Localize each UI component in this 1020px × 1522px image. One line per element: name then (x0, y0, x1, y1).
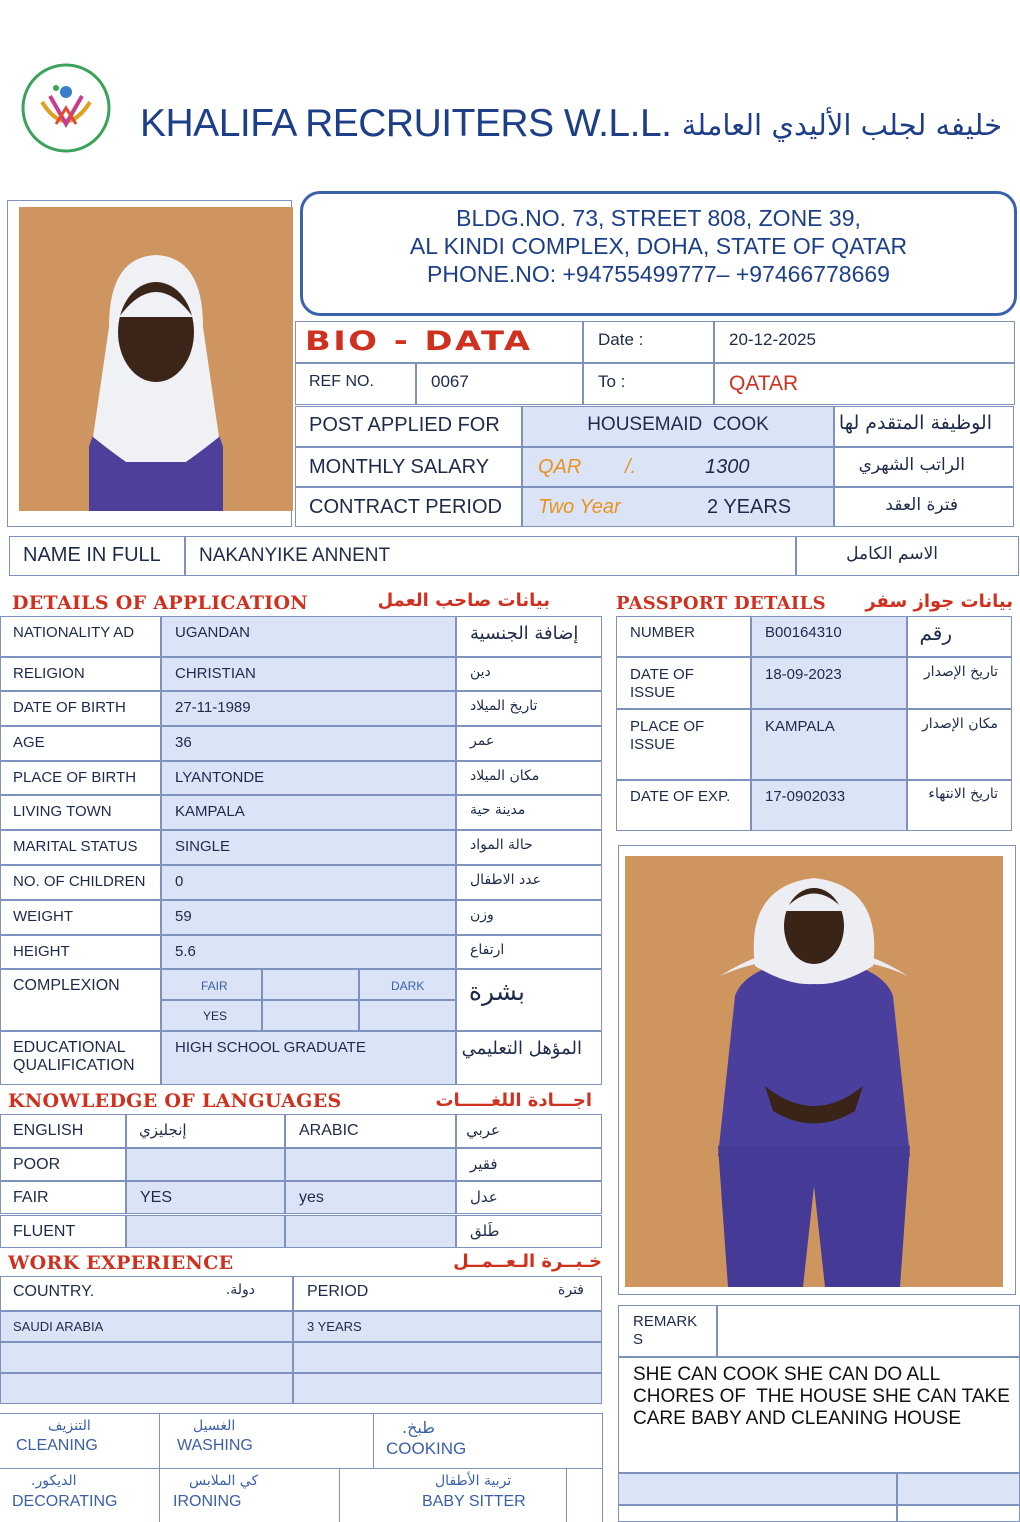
address-line-1: BLDG.NO. 73, STREET 808, ZONE 39, (456, 205, 861, 231)
complexion-label: COMPLEXION (13, 977, 120, 994)
passport-number-value: B00164310 (765, 624, 842, 641)
skill-ironing-arabic: كي الملابس (189, 1473, 259, 1489)
passport-issue-date-arabic: تاريخ الإصدار (923, 664, 998, 680)
application-label-arabic: حالة المواد (470, 837, 533, 853)
application-label: AGE (13, 734, 45, 751)
to-value: QATAR (729, 372, 799, 395)
language-english-value: YES (140, 1189, 173, 1206)
application-label: LIVING TOWN (13, 803, 112, 820)
application-label-arabic: عدد الاطفال (470, 872, 541, 888)
contract-value: 2 YEARS (707, 496, 792, 518)
education-label-arabic: المؤهل التعليمي (461, 1038, 582, 1059)
skill-cleaning-arabic: التنزيف (48, 1418, 91, 1434)
work-row-2-country-cell (0, 1342, 293, 1373)
application-label: NATIONALITY AD (13, 624, 135, 641)
application-label: PLACE OF BIRTH (13, 769, 137, 786)
complexion-label-arabic: بشرة (468, 977, 525, 1006)
salary-label: MONTHLY SALARY (309, 456, 490, 478)
language-arabic-cell (285, 1148, 456, 1181)
education-label-1: EDUCATIONAL (13, 1039, 126, 1056)
passport-issue-date-label-cell (616, 657, 751, 709)
education-value: HIGH SCHOOL GRADUATE (175, 1039, 366, 1056)
passport-issue-date-value-cell (751, 657, 907, 709)
post-value: HOUSEMAID COOK (587, 414, 769, 435)
remarks-footer-cell-1 (618, 1473, 897, 1505)
application-value: 36 (175, 734, 192, 751)
passport-title: PASSPORT DETAILS (616, 593, 826, 614)
skill-washing: WASHING (177, 1437, 253, 1454)
passport-issue-place-label-1: PLACE OF (630, 718, 705, 735)
ref-label: REF NO. (309, 373, 374, 390)
lang-english: ENGLISH (13, 1122, 84, 1139)
language-arabic-value: yes (299, 1189, 324, 1206)
passport-issue-place-label-2: ISSUE (630, 736, 676, 753)
remarks-line-3: CARE BABY AND CLEANING HOUSE (633, 1408, 962, 1429)
skills-top-line (0, 1413, 602, 1414)
skills-divider-4 (566, 1468, 567, 1522)
complexion-dark: DARK (391, 979, 425, 993)
remarks-header-right-cell (717, 1305, 1020, 1357)
work-row-1-period: 3 YEARS (307, 1319, 362, 1334)
name-label: NAME IN FULL (23, 544, 161, 566)
phone-line: PHONE.NO: +94755499777– +97466778669 (427, 261, 890, 287)
application-label-arabic: تاريخ الميلاد (470, 698, 538, 714)
application-value: 0 (175, 873, 184, 890)
remarks-line-1: SHE CAN COOK SHE CAN DO ALL (633, 1364, 941, 1385)
application-value-cell (161, 726, 456, 761)
application-title-arabic: بيانات صاحب العمل (377, 590, 550, 611)
application-value: 59 (175, 908, 192, 925)
application-value: SINGLE (175, 838, 231, 855)
work-row-3-country-cell (0, 1373, 293, 1404)
skill-decorating: DECORATING (12, 1493, 118, 1510)
date-label: Date : (598, 330, 644, 349)
application-value: CHRISTIAN (175, 665, 256, 682)
application-label-arabic: دين (470, 664, 491, 680)
application-value: 27-11-1989 (175, 699, 251, 716)
work-row-1-country: SAUDI ARABIA (13, 1319, 104, 1334)
ref-value: 0067 (431, 372, 469, 391)
skill-washing-arabic: الغسيل (193, 1418, 236, 1434)
complexion-value: YES (203, 1009, 228, 1023)
passport-issue-date-label-2: ISSUE (630, 684, 676, 701)
application-label: RELIGION (13, 665, 85, 682)
passport-issue-date-value: 18-09-2023 (765, 666, 842, 683)
language-arabic-cell (285, 1215, 456, 1248)
language-level-arabic: فقير (470, 1155, 498, 1173)
salary-currency: QAR (538, 456, 582, 478)
languages-title-arabic: اجـــادة اللغـــــات (435, 1090, 592, 1111)
application-value-cell (161, 900, 456, 935)
salary-label-arabic: الراتب الشهري (858, 455, 965, 475)
application-label-arabic: مدينة حية (470, 802, 526, 818)
application-value: LYANTONDE (175, 769, 265, 786)
work-row-2-period-cell (293, 1342, 602, 1373)
skill-cooking-arabic: طبخ. (402, 1418, 435, 1437)
passport-expiry-arabic: تاريخ الانتهاء (928, 786, 998, 802)
name-label-arabic: الاسم الكامل (846, 544, 938, 564)
to-label: To : (598, 372, 626, 391)
contract-label: CONTRACT PERIOD (309, 496, 502, 518)
post-label-arabic: الوظيفة المتقدم لها (838, 412, 992, 434)
biodata-title: BIO - DATA (305, 326, 533, 357)
language-english-cell (126, 1148, 285, 1181)
skills-divider-3 (339, 1468, 340, 1522)
skill-cleaning: CLEANING (16, 1437, 98, 1454)
work-row-3-period-cell (293, 1373, 602, 1404)
skill-ironing: IRONING (173, 1493, 242, 1510)
language-level-label: POOR (13, 1156, 61, 1173)
application-title: DETAILS OF APPLICATION (12, 592, 308, 614)
passport-expiry-label: DATE OF EXP. (630, 788, 731, 805)
portrait-photo (19, 207, 293, 511)
work-country-label-arabic: دولة. (225, 1282, 255, 1298)
work-country-label: COUNTRY. (13, 1283, 95, 1300)
skills-divider-2 (373, 1413, 374, 1468)
passport-issue-date-label-1: DATE OF (630, 666, 694, 683)
contract-label-arabic: فترة العقد (885, 495, 958, 515)
work-period-label: PERIOD (307, 1283, 369, 1300)
language-level-label: FLUENT (13, 1223, 76, 1240)
application-label: WEIGHT (13, 908, 73, 925)
passport-number-label: NUMBER (630, 624, 696, 641)
work-title-arabic: خـبــرة الـعــمــل (453, 1251, 602, 1272)
remarks-footer-cell-3 (618, 1505, 897, 1522)
remarks-label-1: REMARK (633, 1313, 698, 1330)
skill-baby-sitter-arabic: تربية الأطفال (435, 1473, 512, 1489)
company-logo (20, 62, 112, 154)
date-value: 20-12-2025 (729, 330, 816, 349)
passport-title-arabic: بيانات جواز سفر (865, 591, 1013, 612)
passport-expiry-value: 17-0902033 (765, 788, 846, 805)
company-name-arabic: خليفه لجلب الأليدي العاملة (681, 108, 1002, 142)
language-english-cell (126, 1215, 285, 1248)
post-label: POST APPLIED FOR (309, 414, 500, 436)
application-value-cell (161, 865, 456, 900)
skill-baby-sitter: BABY SITTER (422, 1493, 526, 1510)
language-level-arabic: عدل (470, 1188, 498, 1206)
complexion-fair: FAIR (201, 979, 228, 993)
application-value: UGANDAN (175, 624, 251, 641)
address-line-2: AL KINDI COMPLEX, DOHA, STATE OF QATAR (409, 233, 908, 259)
company-name: KHALIFA RECRUITERS W.L.L. (140, 102, 672, 145)
application-label-arabic: مكان الميلاد (470, 768, 540, 784)
passport-issue-place-arabic: مكان الإصدار (922, 716, 998, 732)
application-label: HEIGHT (13, 943, 70, 960)
remarks-label-2: S (633, 1331, 644, 1348)
education-label-2: QUALIFICATION (13, 1057, 135, 1074)
application-label-arabic: عمر (470, 733, 495, 749)
application-label: DATE OF BIRTH (13, 699, 126, 716)
full-body-photo (625, 856, 1003, 1287)
application-label: NO. OF CHILDREN (13, 873, 146, 890)
lang-arabic: ARABIC (299, 1122, 359, 1139)
skill-decorating-arabic: الديكور. (31, 1473, 77, 1489)
name-value: NAKANYIKE ANNENT (199, 545, 391, 566)
application-label-arabic: إضافة الجنسية (470, 623, 579, 644)
skills-mid-line (0, 1468, 602, 1469)
application-value-cell (161, 935, 456, 969)
lang-english-arabic: إنجليزي (139, 1121, 187, 1139)
application-value: KAMPALA (175, 803, 245, 820)
lang-arabic-arabic: عربي (466, 1121, 500, 1139)
complexion-mid-cell (262, 969, 359, 1000)
remarks-footer-cell-2 (897, 1473, 1020, 1505)
salary-value: 1300 (705, 456, 750, 478)
complexion-empty-cell-1 (262, 1000, 359, 1031)
application-label-arabic: وزن (470, 907, 494, 923)
contract-hint: Two Year (538, 496, 621, 518)
remarks-footer-cell-4 (897, 1505, 1020, 1522)
application-label: MARITAL STATUS (13, 838, 138, 855)
salary-separator: /. (625, 456, 637, 478)
application-value: 5.6 (175, 943, 196, 960)
application-label-arabic: ارتفاع (470, 942, 505, 958)
passport-number-arabic: رقم (919, 621, 952, 645)
passport-issue-place-value: KAMPALA (765, 718, 835, 735)
work-title: WORK EXPERIENCE (8, 1252, 234, 1274)
skill-cooking: COOKING (386, 1439, 467, 1458)
skills-right-line (602, 1413, 603, 1522)
languages-title: KNOWLEDGE OF LANGUAGES (8, 1090, 342, 1112)
language-level-label: FAIR (13, 1189, 49, 1206)
remarks-line-2: CHORES OF THE HOUSE SHE CAN TAKE (633, 1386, 1010, 1407)
work-period-label-arabic: فترة (558, 1282, 584, 1298)
complexion-empty-cell-2 (359, 1000, 456, 1031)
language-level-arabic: طَلق (470, 1222, 500, 1240)
